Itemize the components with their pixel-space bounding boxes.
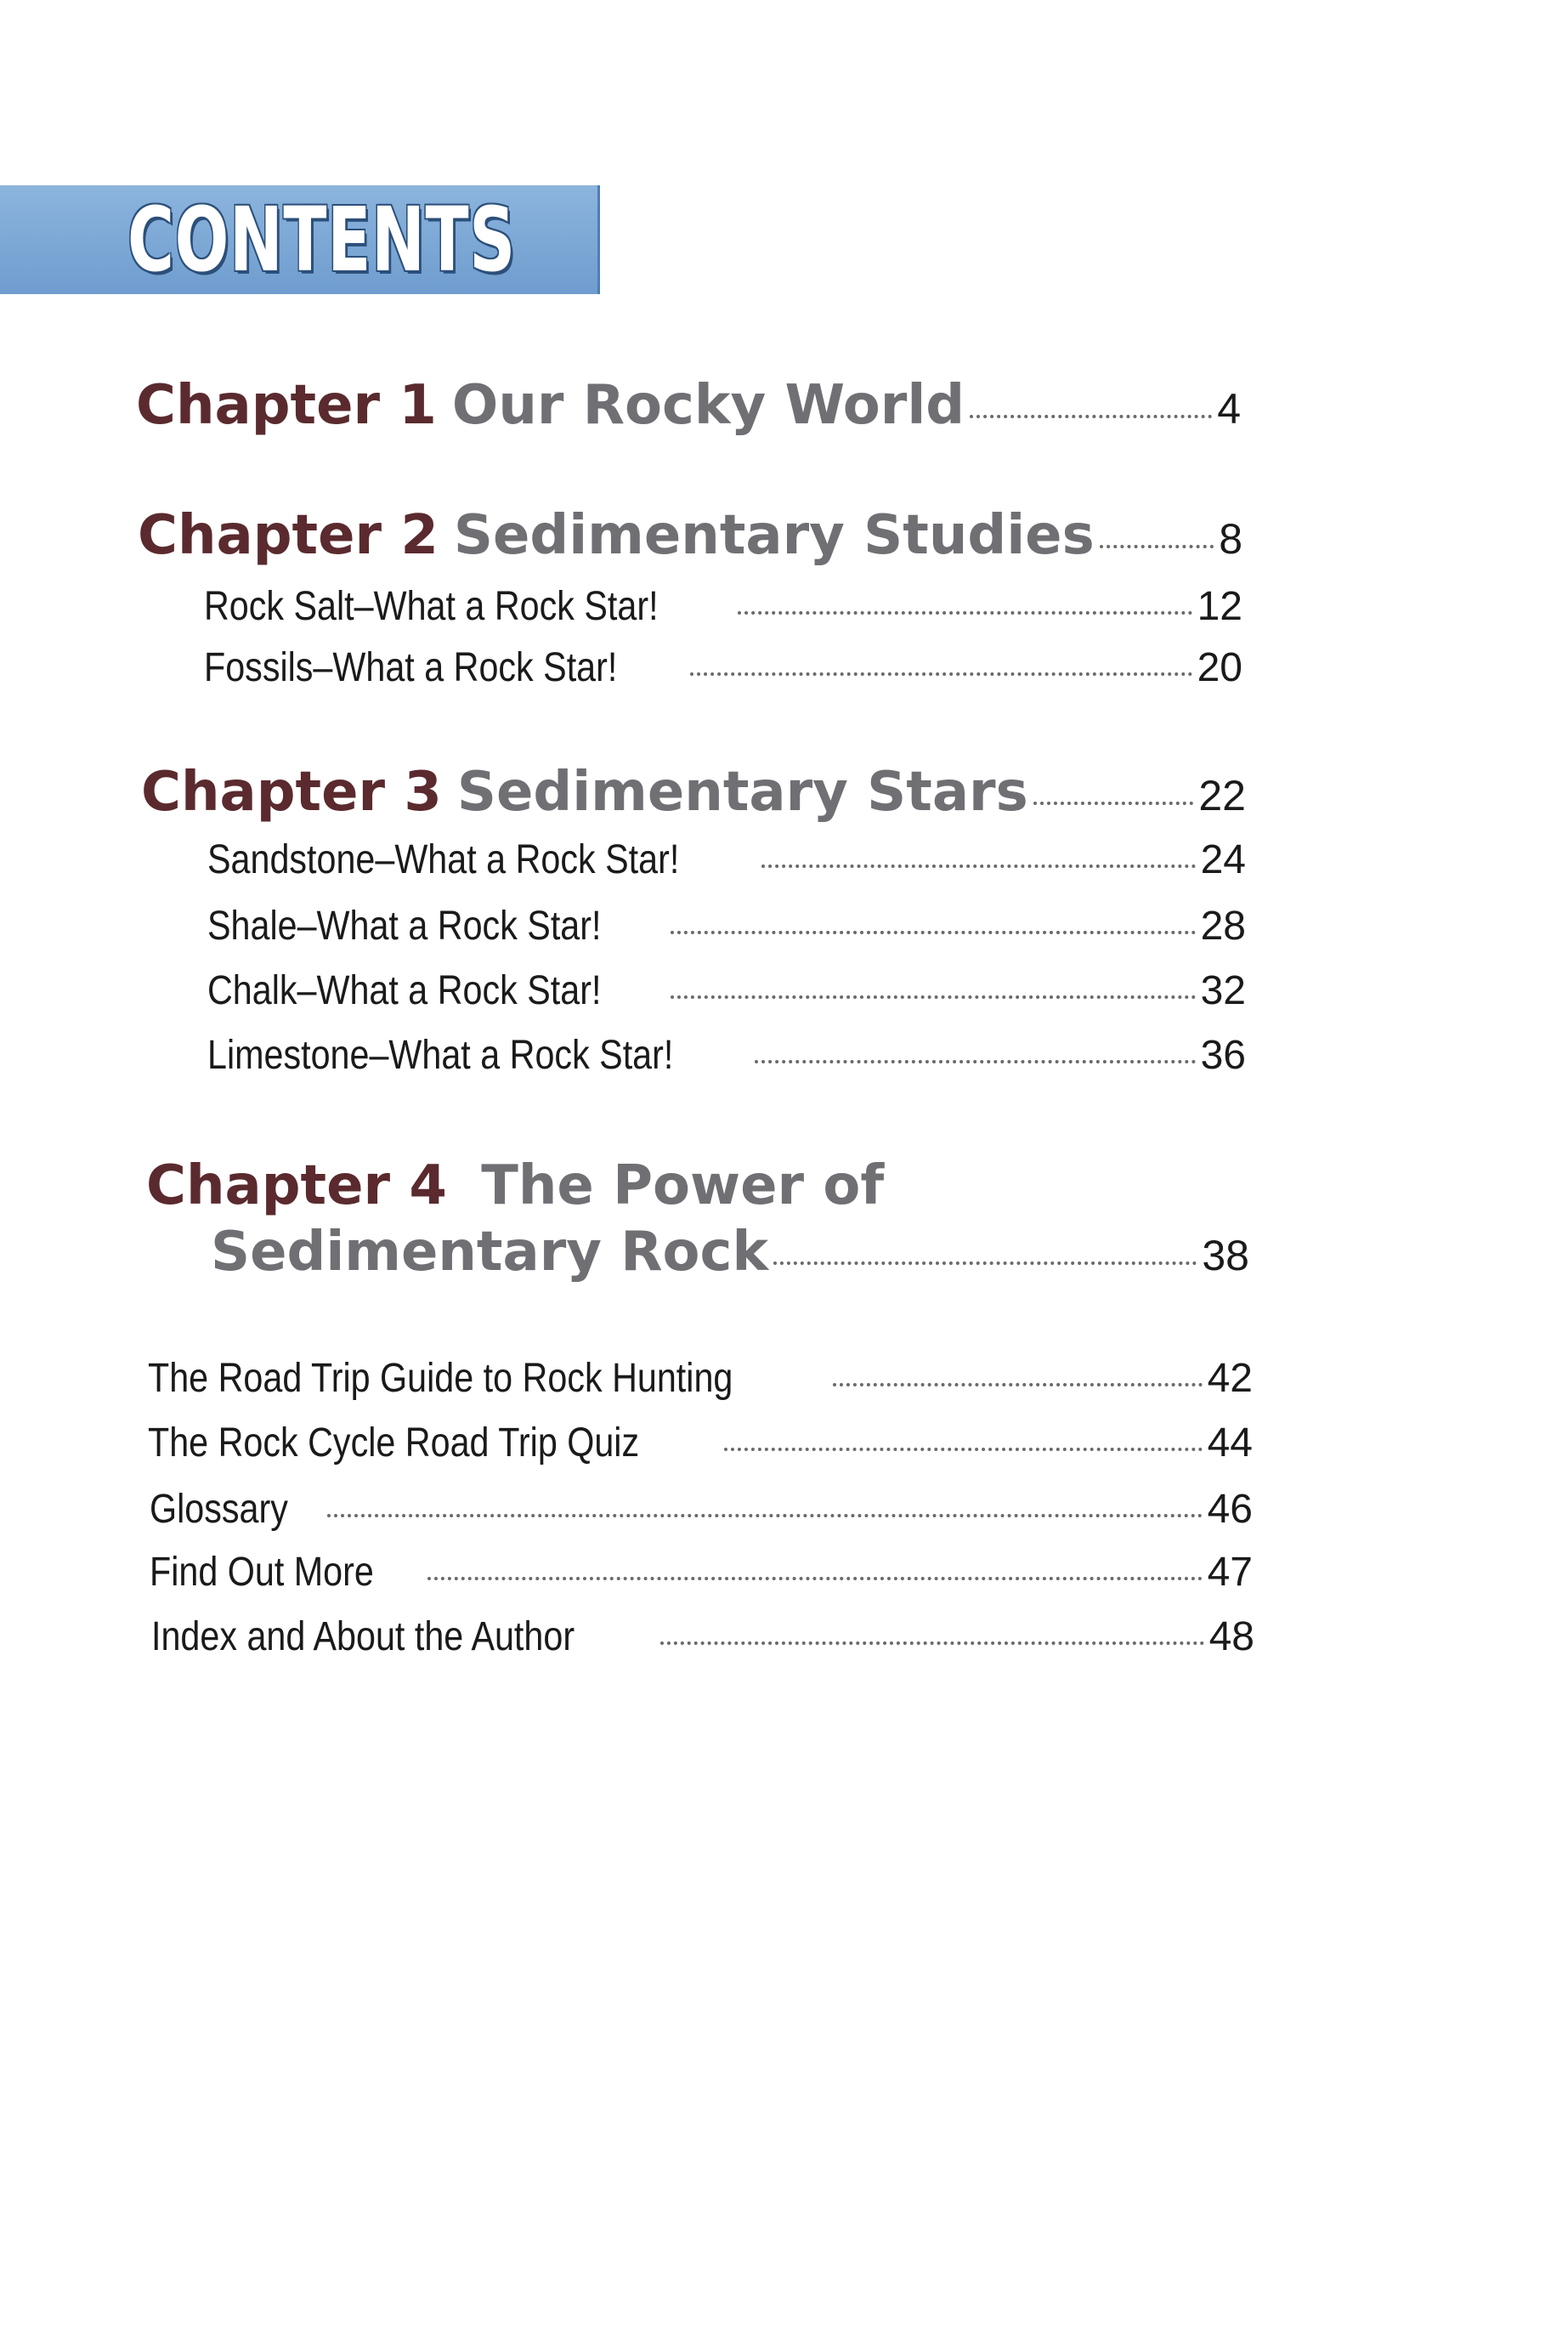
back-matter-title: The Road Trip Guide to Rock Hunting [148,1356,733,1401]
dot-leader [833,1383,1202,1386]
page-number: 32 [1200,968,1246,1013]
page-number: 8 [1219,515,1243,563]
toc-chapter-1[interactable] [136,374,1241,437]
page-number: 38 [1202,1232,1249,1279]
page-number: 22 [1198,772,1246,819]
toc-subitem[interactable] [207,1032,1246,1079]
dot-leader [755,1060,1196,1063]
contents-title: CONTENTS [127,188,516,292]
toc-back-matter-item[interactable] [150,1549,1253,1596]
dot-leader [1100,545,1214,548]
dot-leader [761,865,1196,868]
page-number: 42 [1207,1356,1253,1401]
subitem-title: Sandstone–What a Rock Star! [207,837,680,882]
chapter-label: Chapter 2 [138,504,439,567]
chapter-label: Chapter 3 [141,761,442,824]
subitem-title: Limestone–What a Rock Star! [207,1033,674,1078]
page-number: 4 [1217,385,1241,433]
page-number: 48 [1209,1614,1254,1659]
toc-subitem[interactable] [204,583,1243,630]
page-number: 24 [1200,837,1246,882]
dot-leader [970,415,1212,418]
page-number: 46 [1207,1487,1253,1532]
toc-chapter-3[interactable] [141,761,1246,824]
dot-leader [427,1577,1203,1580]
dot-leader [671,931,1196,934]
subitem-title: Shale–What a Rock Star! [207,904,602,949]
chapter-label: Chapter 4 [146,1154,447,1217]
dot-leader [773,1261,1197,1265]
chapter-title-line1: The Power of [481,1154,885,1217]
back-matter-title: Glossary [150,1487,288,1532]
chapter-title: Sedimentary Stars [456,761,1028,824]
page-number: 36 [1200,1033,1246,1078]
page-number: 20 [1197,645,1243,690]
dot-leader [738,611,1192,615]
subitem-title: Rock Salt–What a Rock Star! [204,584,659,629]
toc-back-matter-item[interactable] [148,1355,1253,1402]
toc-back-matter-item[interactable] [151,1613,1254,1660]
page-number: 47 [1207,1550,1253,1595]
toc-chapter-4[interactable] [211,1221,1249,1284]
dot-leader [1033,802,1194,805]
dot-leader [724,1448,1202,1451]
toc-chapter-2[interactable] [138,504,1243,567]
page-number: 12 [1197,584,1243,629]
toc-subitem[interactable] [207,903,1246,950]
toc-chapter-4-line1[interactable] [146,1154,884,1217]
back-matter-title: Index and About the Author [151,1614,575,1659]
chapter-title: Sedimentary Studies [453,504,1095,567]
page-number: 28 [1200,904,1246,949]
toc-subitem[interactable] [204,644,1243,691]
page-number: 44 [1207,1420,1253,1465]
subitem-title: Chalk–What a Rock Star! [207,968,602,1013]
chapter-label: Chapter 1 [136,374,437,437]
toc-back-matter-item[interactable] [150,1486,1253,1533]
back-matter-title: Find Out More [150,1550,374,1595]
chapter-title: Our Rocky World [451,374,965,437]
dot-leader [671,995,1196,999]
dot-leader [660,1641,1203,1645]
subitem-title: Fossils–What a Rock Star! [204,645,618,690]
chapter-title-line2: Sedimentary Rock [211,1221,768,1284]
dot-leader [327,1514,1202,1517]
toc-back-matter-item[interactable] [148,1420,1253,1466]
back-matter-title: The Rock Cycle Road Trip Quiz [148,1420,640,1465]
dot-leader [690,672,1192,676]
toc-subitem[interactable] [207,836,1246,883]
toc-subitem[interactable] [207,967,1246,1014]
